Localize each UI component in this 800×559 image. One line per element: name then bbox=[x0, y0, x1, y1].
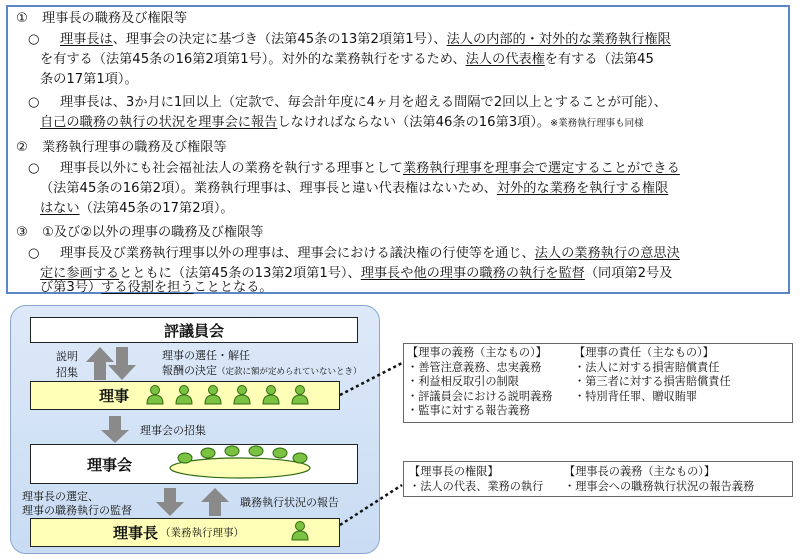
appoint-label: 理事の選任・解任 bbox=[162, 349, 250, 362]
list-item: ・善管注意義務、忠実義務 bbox=[407, 360, 542, 374]
convene-label: 招集 bbox=[56, 366, 78, 379]
chairman-sub-label: （業務執行理事） bbox=[160, 527, 245, 539]
board-duties-box bbox=[403, 343, 793, 423]
chairman-label: 理事長 bbox=[113, 524, 159, 542]
liability-column bbox=[574, 346, 731, 404]
board-label: 理事会 bbox=[87, 455, 133, 474]
convene-board-label: 理事会の招集 bbox=[140, 424, 206, 437]
explain-label: 説明 bbox=[56, 350, 78, 363]
report-label: 職務執行状況の報告 bbox=[240, 496, 339, 509]
section-2-bullet-1-line-1: 理事長以外にも社会福祉法人の業務を執行する理事として業務執行理事を理事会で選定することができる bbox=[60, 161, 680, 176]
person-icon bbox=[292, 522, 308, 541]
bullet-marker: ○ bbox=[28, 161, 40, 176]
section-3-number: ③ bbox=[16, 225, 28, 240]
chairman-duties-box bbox=[403, 461, 793, 497]
duty-title: 【理事長の義務（主なもの）】 bbox=[564, 465, 716, 478]
section-1-bullet-2-line-2: 自己の職務の執行の状況を理事会に報告しなければならない（法第46条の16第3項）。※業務執行理事も同様 bbox=[40, 115, 644, 130]
bullet-marker: ○ bbox=[28, 32, 40, 47]
list-item: ・法人に対する損害賠償責任 bbox=[574, 360, 720, 374]
section-1-bullet-1-line-3: 条の17第1項）。 bbox=[40, 72, 138, 87]
list-item: ・特別背任罪、贈収賄罪 bbox=[574, 389, 698, 403]
authority-title: 【理事長の権限】 bbox=[409, 465, 499, 478]
list-item: ・評議員会における説明義務 bbox=[407, 389, 553, 403]
section-2-heading: 業務執行理事の職務及び権限等 bbox=[42, 140, 227, 155]
authority-column bbox=[409, 465, 543, 494]
obligations-title: 【理事の義務（主なもの）】 bbox=[407, 346, 547, 359]
bullet-marker: ○ bbox=[28, 95, 40, 110]
council-label: 評議員会 bbox=[163, 321, 224, 340]
list-item: ・監事に対する報告義務 bbox=[407, 404, 531, 417]
list-item: ・法人の代表、業務の執行 bbox=[409, 479, 544, 493]
list-item: ・利益相反取引の制限 bbox=[407, 375, 519, 388]
section-3-bullet-1-line-3: び第3号）する役割を担うこととなる。 bbox=[40, 280, 273, 295]
board-member-label: 理事 bbox=[99, 387, 130, 405]
section-1-bullet-1-line-1: 理事長は、理事会の決定に基づき（法第45条の13第2項第1号）、法人の内部的・対外的な業務執行権限 bbox=[60, 32, 671, 47]
bullet-marker: ○ bbox=[28, 246, 40, 261]
liability-title: 【理事の責任（主なもの）】 bbox=[574, 346, 714, 359]
section-3-heading: ①及び②以外の理事の職務及び権限等 bbox=[42, 225, 264, 240]
section-1-heading: 理事長の職務及び権限等 bbox=[42, 11, 188, 26]
section-3-bullet-1-line-2: 定に参画するとともに（法第45条の13第2項第1号）、理事長や他の理事の職務の執行を監督（同項第2号及 bbox=[40, 266, 673, 281]
select-label-1: 理事長の選定、 bbox=[22, 490, 99, 503]
section-2-number: ② bbox=[16, 140, 28, 155]
obligations-column bbox=[407, 346, 552, 419]
section-1-number: ① bbox=[16, 11, 28, 26]
list-item: ・理事会への職務執行状況の報告義務 bbox=[564, 479, 755, 493]
section-2-bullet-1-line-2: （法第45条の16第2項）。業務執行理事は、理事長と違い代表権はないため、対外的な業務を執行する権限 bbox=[40, 181, 669, 196]
section-1-bullet-2-line-1: 理事長は、3か月に1回以上（定款で、毎会計年度に4ヶ月を超える間隔で2回以上とすることが可能）、 bbox=[60, 95, 667, 110]
section-1-bullet-1-line-2: を有する（法第45条の16第2項第1号）。対外的な業務執行をするため、法人の代表権を有する（法第45 bbox=[40, 52, 654, 67]
select-label-2: 理事の職務執行の監督 bbox=[22, 504, 132, 517]
pay-label: 報酬の決定（定款に額が定められていないとき） bbox=[162, 364, 362, 377]
section-3-bullet-1-line-1: 理事長及び業務執行理事以外の理事は、理事会における議決権の行使等を通じ、法人の業務執行の意思決 bbox=[60, 246, 680, 261]
section-2-bullet-1-line-3: はない（法第45条の17第2項）。 bbox=[40, 201, 234, 216]
duty-column bbox=[564, 465, 754, 494]
list-item: ・第三者に対する損害賠償責任 bbox=[574, 375, 731, 388]
